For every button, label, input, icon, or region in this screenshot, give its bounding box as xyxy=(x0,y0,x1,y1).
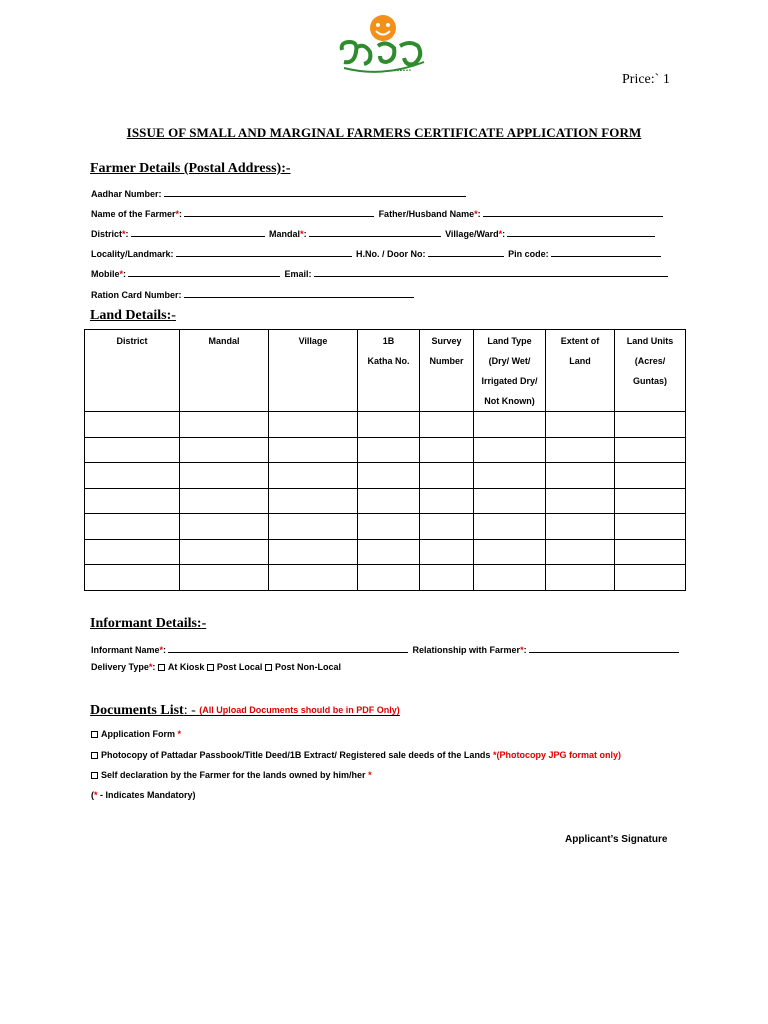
farmer-details-suffix: :- xyxy=(281,161,291,176)
mandatory-star: * xyxy=(175,209,180,219)
mandatory-star: * xyxy=(520,645,524,655)
locality-field[interactable] xyxy=(176,247,352,257)
hno-field[interactable] xyxy=(428,247,504,257)
self-declaration-label: Self declaration by the Farmer for the lands owned by him/her xyxy=(101,770,366,780)
post-non-local-label: Post Non-Local xyxy=(274,662,341,672)
application-form-label: Application Form xyxy=(101,729,175,739)
form-title: ISSUE OF SMALL AND MARGINAL FARMERS CERTIFICATE APPLICATION FORM xyxy=(126,125,642,140)
documents-list-suffix: : - xyxy=(183,703,196,718)
ration-row xyxy=(91,288,416,300)
table-row xyxy=(85,514,686,540)
post-non-local-checkbox[interactable] xyxy=(265,664,272,671)
ration-field[interactable] xyxy=(184,288,414,298)
locality-row xyxy=(91,247,663,259)
farmer-details-title xyxy=(90,161,291,177)
delivery-type-label: Delivery Type xyxy=(91,662,149,672)
col-mandal: Mandal xyxy=(180,330,269,412)
farmer-details-title-text: Farmer Details (Postal Address) xyxy=(90,161,282,176)
ration-label: Ration Card Number: xyxy=(91,290,182,300)
col-land-type: Land Type (Dry/ Wet/ Irrigated Dry/ Not Known) xyxy=(474,330,546,412)
email-field[interactable] xyxy=(314,267,668,277)
pattadar-checkbox[interactable] xyxy=(91,752,98,759)
informant-details-suffix: - xyxy=(201,616,207,631)
mandatory-star: * xyxy=(94,790,98,800)
delivery-row: Delivery Type*: At Kiosk Post Local Post Non-Local xyxy=(91,662,341,672)
relationship-field[interactable] xyxy=(529,643,679,653)
col-village: Village xyxy=(269,330,358,412)
mandatory-star: * xyxy=(498,229,503,239)
table-row xyxy=(85,565,686,591)
mobile-label: Mobile xyxy=(91,269,120,279)
mandatory-star: * xyxy=(119,269,124,279)
table-row xyxy=(85,437,686,463)
village-label: Village/Ward xyxy=(445,229,499,239)
mandatory-star: * xyxy=(300,229,304,239)
col-land-units: Land Units (Acres/ Guntas) xyxy=(615,330,686,412)
land-details-table xyxy=(84,329,686,591)
land-details-suffix: - xyxy=(171,308,176,323)
mandatory-star: * xyxy=(177,729,182,739)
table-row xyxy=(85,488,686,514)
col-extent: Extent of Land xyxy=(546,330,615,412)
pattadar-label: Photocopy of Pattadar Passbook/Title Deed/1B Extract/ Registered sale deeds of the Lands xyxy=(101,750,491,760)
self-declaration-checkbox[interactable] xyxy=(91,772,98,779)
land-details-title-text: Land Details: xyxy=(90,308,172,323)
mandatory-legend xyxy=(91,790,196,800)
application-form-checkbox[interactable] xyxy=(91,731,98,738)
price-label: Price:` 1 xyxy=(622,72,670,87)
col-district: District xyxy=(85,330,180,412)
mandal-field[interactable] xyxy=(309,227,441,237)
at-kiosk-checkbox[interactable] xyxy=(158,664,165,671)
land-table-body xyxy=(85,412,686,591)
meeseva-logo xyxy=(334,12,432,82)
district-label: District xyxy=(91,229,123,239)
photocopy-note: (Photocopy JPG format only) xyxy=(496,750,621,760)
mobile-row: Mobile*: Email: xyxy=(91,267,670,279)
mandatory-star: * xyxy=(159,645,164,655)
doc-item-application-form xyxy=(91,729,181,739)
land-table-header xyxy=(85,330,686,412)
table-row xyxy=(85,463,686,489)
mandal-label: Mandal xyxy=(269,229,301,239)
district-row: District*: Mandal*: Village/Ward*: xyxy=(91,227,657,239)
informant-name-field[interactable] xyxy=(168,643,408,653)
village-field[interactable] xyxy=(507,227,655,237)
pin-field[interactable] xyxy=(551,247,661,257)
informant-name-label: Informant Name xyxy=(91,645,160,655)
informant-details-title-text: Informant Details: xyxy=(90,616,202,631)
aadhar-row xyxy=(91,187,468,199)
email-label: Email: xyxy=(284,269,312,279)
farmer-name-field[interactable] xyxy=(184,207,374,217)
aadhar-label: Aadhar Number: xyxy=(91,189,162,199)
legend-text: - Indicates Mandatory) xyxy=(97,790,196,800)
documents-list-title xyxy=(90,703,400,719)
doc-item-pattadar xyxy=(91,750,621,760)
table-row xyxy=(85,412,686,438)
informant-row: Informant Name*: Relationship with Farmer*: xyxy=(91,643,681,655)
pin-label: Pin code: xyxy=(508,249,549,259)
table-row xyxy=(85,539,686,565)
father-name-field[interactable] xyxy=(483,207,663,217)
name-row: Name of the Farmer*: Father/Husband Name*: xyxy=(91,207,665,219)
hno-label: H.No. / Door No: xyxy=(356,249,426,259)
post-local-label: Post Local xyxy=(216,662,263,672)
documents-note: (All Upload Documents should be in PDF Only) xyxy=(199,705,400,715)
applicant-signature-label: Applicant’s Signature xyxy=(565,834,668,845)
mobile-field[interactable] xyxy=(128,267,280,277)
relationship-label: Relationship with Farmer xyxy=(412,645,521,655)
mandatory-star: * xyxy=(474,209,478,219)
mandatory-star: * xyxy=(148,662,153,672)
district-field[interactable] xyxy=(131,227,265,237)
documents-list-title-text: Documents List xyxy=(90,703,184,718)
at-kiosk-label: At Kiosk xyxy=(167,662,205,672)
mandatory-star: * xyxy=(122,229,126,239)
aadhar-field[interactable] xyxy=(164,187,466,197)
col-1b-katha: 1B Katha No. xyxy=(358,330,420,412)
father-name-label: Father/Husband Name xyxy=(378,209,475,219)
land-details-title xyxy=(90,308,176,324)
legend-open: ( xyxy=(91,790,94,800)
mandatory-star: * xyxy=(492,750,497,760)
doc-item-self-declaration xyxy=(91,770,372,780)
mandatory-star: * xyxy=(368,770,372,780)
col-survey-number: Survey Number xyxy=(420,330,474,412)
informant-details-title xyxy=(90,616,206,632)
locality-label: Locality/Landmark: xyxy=(91,249,174,259)
farmer-name-label: Name of the Farmer xyxy=(91,209,176,219)
meeseva-logo-graphic xyxy=(334,12,432,82)
post-local-checkbox[interactable] xyxy=(207,664,214,671)
